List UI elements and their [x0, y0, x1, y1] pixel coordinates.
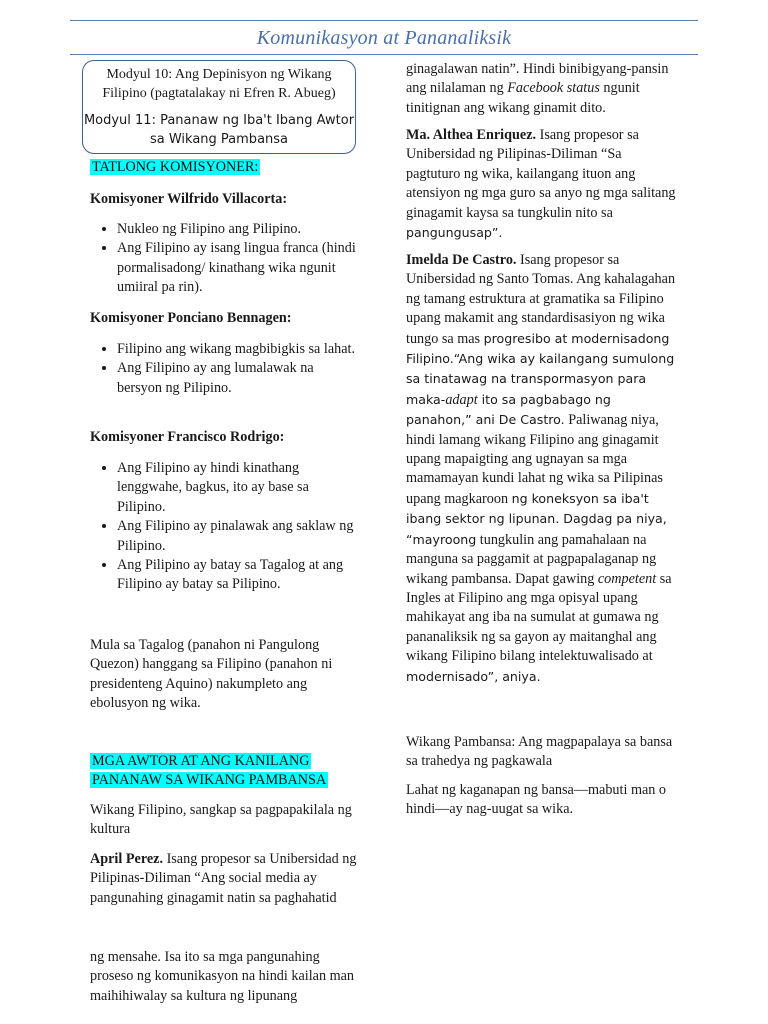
- komisyoner-points-list: [90, 340, 358, 398]
- decastro-text: Paliwanag niya, hindi lamang wikang Filipino ang ginagamit upang mapaigting ang ugnayan sa mga mamamayan kundi lahat ng wika sa Pilipinas upang magkaroon: [406, 412, 663, 507]
- author-name: Ma. Althea Enriquez.: [406, 127, 537, 143]
- list-item: • Ang Filipino ay hindi kinathang lenggwahe, bagkus, ito ay base sa Pilipino.: [117, 459, 358, 517]
- decastro-text: tungkulin ang pamahalaan na manguna sa paggamit at pagpapalaganap ng wikang pambansa. Dapat gawing: [406, 531, 657, 587]
- author-name: April Perez.: [90, 851, 164, 867]
- closing-paragraph-1: Wikang Pambansa: Ang magpapalaya sa bansa sa trahedya ng pagkawala: [406, 734, 673, 770]
- header-rule-bottom: [70, 54, 698, 55]
- decastro-text: Isang propesor sa Unibersidad ng Santo Tomas. Ang kahalagahan ng tamang estruktura at gramatika sa Filipino upang makamit ang standardisasiyon ng wika tungo sa mas: [406, 252, 676, 347]
- komisyoner-name: Komisyoner Francisco Rodrigo:: [90, 429, 285, 445]
- decastro-text: ng koneksyon sa iba't ibang sektor ng lipunan. Dagdag pa niya, “mayroong: [406, 490, 667, 547]
- perez-paragraph: [90, 850, 358, 908]
- module-box: [82, 60, 356, 154]
- enriquez-paragraph: [406, 126, 678, 243]
- perez-continued: ng mensahe. Isa ito sa mga pangunahing proseso ng komunikasyon na hindi kailan man maihihiwalay sa kultura ng lipunang: [90, 949, 355, 1004]
- list-item: • Ang Filipino ay isang lingua franca (hindi pormalisadong/ kinathang wika ngunit umiiral pa rin).: [117, 239, 358, 297]
- komisyoner-name: Komisyoner Wilfrido Villacorta:: [90, 191, 288, 207]
- decastro-text: modernisado”, aniya.: [406, 668, 541, 684]
- enriquez-text: Isang propesor sa Unibersidad ng Pilipinas-Diliman “Sa pagtuturo ng wika, kailangang ituon ang atensiyon ng mga guro sa anyo ng mga salitang ginagamit kaysa sa tungkulin nito sa: [406, 127, 676, 221]
- komisyoner-points-list: [90, 220, 358, 298]
- decastro-text: progresibo at modernisadong Filipino.“Ang wika ay kailangang sumulong sa tinatawag na transpormasyon para maka-: [406, 330, 675, 407]
- facebook-status-term: Facebook status: [507, 80, 600, 97]
- list-item: • Nukleo ng Filipino ang Pilipino.: [117, 220, 358, 239]
- komisyoner-name: Komisyoner Ponciano Bennagen:: [90, 310, 292, 326]
- section-heading-komisyoner: TATLONG KOMISYONER:: [92, 159, 259, 175]
- decastro-text: ito sa pagbabago ng panahon,” ani De Castro.: [406, 391, 611, 428]
- section-intro: Wikang Filipino, sangkap sa pagpapakilala ng kultura: [90, 802, 352, 838]
- section-heading-awtor: MGA AWTOR AT ANG KANILANG PANANAW SA WIKANG PAMBANSA: [92, 753, 327, 789]
- komisyoner-points-list: [90, 459, 358, 595]
- list-item: • Filipino ang wikang magbibigkis sa lahat.: [117, 340, 358, 359]
- closing-paragraph-2: Lahat ng kaganapan ng bansa—mabuti man o hindi—ay nag-uugat sa wika.: [406, 782, 667, 818]
- list-item: • Ang Filipino ay ang lumalawak na bersyon ng Pilipino.: [117, 359, 358, 398]
- decastro-text: sa Ingles at Filipino ang mga opisyal upang mahikayat ang iba na sumulat at gumawa ng pananaliksik ng sa gayon ay maitanghal ang wikang Filipino bilang intelektuwalisado at: [406, 570, 672, 665]
- list-item: • Ang Filipino ay pinalawak ang saklaw ng Pilipino.: [117, 517, 358, 556]
- author-name: Imelda De Castro.: [406, 252, 517, 268]
- module-10-title: Modyul 10: Ang Depinisyon ng Wikang Filipino (pagtatalakay ni Efren R. Abueg): [102, 67, 336, 101]
- perez-text: Isang propesor sa Unibersidad ng Pilipinas-Diliman “Ang social media ay pangunahing ginagamit natin sa paghahatid: [90, 851, 357, 906]
- decastro-paragraph: [406, 251, 678, 687]
- adapt-term: adapt: [445, 391, 478, 408]
- header-rule-top: [70, 20, 698, 21]
- competent-term: competent: [597, 570, 657, 587]
- page-header-title: Komunikasyon at Pananaliksik: [256, 27, 512, 49]
- list-item: • Ang Pilipino ay batay sa Tagalog at ang Filipino ay batay sa Pilipino.: [117, 556, 358, 595]
- perez-end-text: ngunit tinitignan ang wikang ginamit dito.: [406, 80, 640, 116]
- enriquez-text-tail: pangungusap”.: [406, 225, 503, 241]
- perez-end-text: ginagalawan natin”. Hindi binibigyang-pansin ang nilalaman ng: [406, 61, 669, 97]
- perez-end-paragraph: [406, 60, 678, 118]
- summary-paragraph: Mula sa Tagalog (panahon ni Pangulong Quezon) hanggang sa Filipino (panahon ni presidenteng Aquino) nakumpleto ang ebolusyon ng wika.: [90, 637, 333, 712]
- module-11-title: Modyul 11: Pananaw ng Iba't Ibang Awtor sa Wikang Pambansa: [83, 113, 355, 147]
